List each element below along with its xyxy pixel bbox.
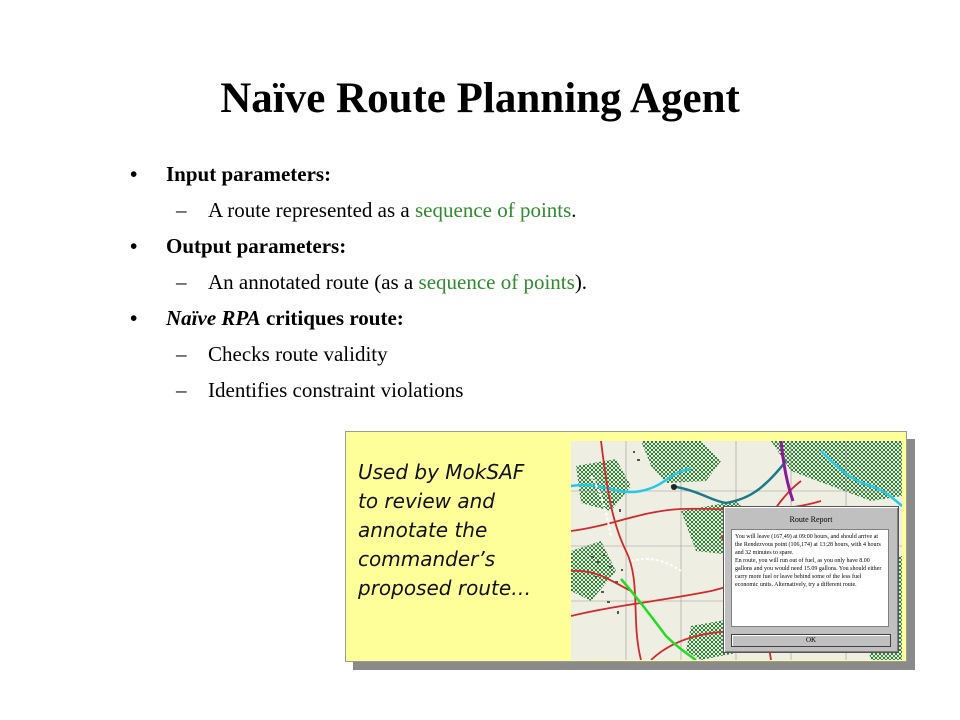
report-paragraph: You will leave (167,49) at 09:00 hours, and should arrive at the Rendezvous point (106,174) at 13:28 hours, with 4 hours and 32 minutes to spare. <box>735 534 881 556</box>
bullet-rpa-critiques <box>130 300 890 336</box>
dash-icon: – <box>176 198 187 222</box>
sub-bullet-identifies-violations <box>130 372 890 408</box>
ok-button[interactable]: OK <box>731 634 891 647</box>
sub-bullet-input-route <box>130 192 890 228</box>
bullet-label: Input parameters: <box>166 162 332 186</box>
sub-bullet-output-route <box>130 264 890 300</box>
dash-icon: – <box>176 378 187 402</box>
dialog-title: Route Report <box>789 515 833 524</box>
route-report-dialog <box>723 506 899 653</box>
sub-bullet-suffix: ). <box>574 270 588 294</box>
callout-text: Used by MokSAF to review and annotate the commander’s proposed route… <box>358 460 532 600</box>
sub-bullet-text: A route represented as a <box>208 198 415 222</box>
bullet-list <box>130 156 890 408</box>
report-paragraph: En route, you will run out of fuel, as you only have 8.00 gallons and you would need 15.09 gallons. You should either carry more fuel or leave behind some of the less fuel economic units. Alternatively, try a different route. <box>735 558 882 588</box>
bullet-label: critiques route: <box>260 306 404 330</box>
bullet-input-parameters <box>130 156 890 192</box>
bullet-label-italic: Naïve RPA <box>166 306 261 330</box>
sub-bullet-text: Identifies constraint violations <box>208 378 464 402</box>
sub-bullet-text: An annotated route (as a <box>208 270 419 294</box>
proposed-route <box>621 579 696 660</box>
slide-title: Naïve Route Planning Agent <box>220 75 740 122</box>
bullet-icon: • <box>130 234 138 258</box>
highlight-text: sequence of points <box>418 270 575 294</box>
bullet-icon: • <box>130 162 138 186</box>
bullet-output-parameters <box>130 228 890 264</box>
dash-icon: – <box>176 270 187 294</box>
sub-bullet-text: Checks route validity <box>208 342 388 366</box>
bullet-label: Output parameters: <box>166 234 347 258</box>
sub-bullet-suffix: . <box>571 198 577 222</box>
highlight-text: sequence of points <box>415 198 572 222</box>
dash-icon: – <box>176 342 187 366</box>
sub-bullet-checks-validity <box>130 336 890 372</box>
route-waypoint <box>671 484 677 490</box>
report-text-area[interactable] <box>731 529 889 627</box>
bullet-icon: • <box>130 306 138 330</box>
